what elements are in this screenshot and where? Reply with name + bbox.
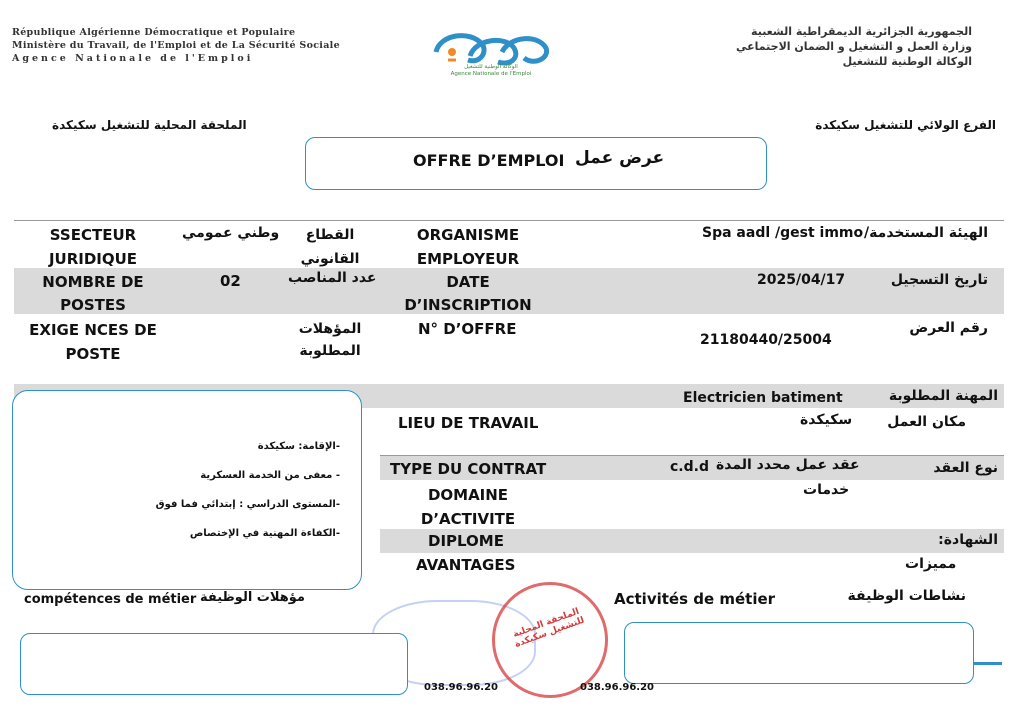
sector-label-ar-line1: القطاع [305,227,355,243]
inscription-label-fr-line1: DATE [446,273,490,291]
logo-caption-ar: الوكالة الوطنية للتشغيل [464,64,518,70]
contract-value: c.d.d [670,459,709,475]
benefits-label-fr: AVANTAGES [416,556,516,574]
contract-label-ar: نوع العقد [933,460,998,476]
requirements-label-ar-line1: المؤهلات [298,321,362,337]
domain-value: خدمات [803,482,850,498]
header-ar-line2: وزارة العمل و التشغيل و الضمان الاجتماعي [736,40,972,53]
requirements-label-fr-line1: EXIGE NCES DE [29,321,157,339]
employer-value: Spa aadl /gest immo [702,225,864,241]
header-fr-line1: République Algérienne Démocratique et Populaire [12,27,296,38]
diploma-label-ar: الشهادة: [938,532,998,548]
posts-label-ar: عدد المناصب [288,270,377,286]
employer-label-fr-line2: EMPLOYEUR [416,250,520,268]
header-fr-line3: Agence Nationale de l'Emploi [12,53,254,64]
header-ar-line3: الوكالة الوطنية للتشغيل [842,55,972,68]
domain-label-fr-line1: DOMAINE [427,486,509,504]
requirements-label-ar [290,318,370,362]
competences-label-ar: مؤهلات الوظيفة [200,590,305,605]
requirement-item: - معفى من الخدمة العسكرية [200,470,340,481]
competences-box [20,633,408,695]
activites-box [624,622,974,684]
location-value: سكيكدة [800,412,853,428]
sector-label-ar [290,223,370,271]
activites-label-ar: نشاطات الوظيفة [847,588,966,604]
accent-line [974,662,1002,665]
diploma-label-fr: DIPLOME [428,532,504,550]
offer-no-label-ar: رقم العرض [909,320,988,336]
domain-label-fr [398,483,538,531]
inscription-value: 2025/04/17 [757,272,846,288]
domain-label-fr-line2: D’ACTIVITE [420,510,516,528]
sector-label-fr [18,223,168,271]
requirements-label-fr-line2: POSTE [65,345,121,363]
requirement-item: -الكفاءة المهنية في الإختصاص [189,528,340,539]
location-label-ar: مكان العمل [887,414,966,430]
employer-label-fr-line1: ORGANISME [416,226,520,244]
local-branch-label: الملحقة المحلية للتشغيل سكيكدة [52,118,247,132]
header-french-block [12,26,340,65]
logo-caption [428,64,554,78]
sector-label-fr-line2: JURIDIQUE [48,250,138,268]
requirements-label-fr [18,318,168,366]
profession-value: Electricien batiment [683,390,843,406]
header-ar-line1: الجمهورية الجزائرية الديمقراطية الشعبية [751,25,972,38]
title-fr: OFFRE D’EMPLOI [413,151,565,170]
requirement-item: -المستوى الدراسي : إبتدائي فما فوق [155,499,340,510]
header-fr-line2: Ministère du Travail, de l'Emploi et de La Sécurité Sociale [12,40,340,51]
row-divider [14,220,1004,221]
activites-label-fr: Activités de métier [614,590,776,608]
offer-no-value: 21180440/25004 [700,332,832,348]
header-arabic-block [736,24,972,69]
employer-label-fr [398,223,538,271]
offer-no-label-fr: N° D’OFFRE [418,320,517,338]
competences-label-fr: compétences de métier [24,592,197,607]
contract-value-ar: عقد عمل محدد المدة [716,457,860,473]
requirements-list [150,432,340,548]
requirement-item: -الإقامة: سكيكدة [257,441,340,452]
employer-label-ar: الهيئة المستخدمة/ [864,225,988,241]
benefits-label-ar: مميزات [905,556,957,572]
sector-label-ar-line2: القانوني [300,251,360,267]
sector-value: وطني عمومي [182,225,280,241]
inscription-label-fr-line2: D’INSCRIPTION [404,296,532,314]
location-label-fr: LIEU DE TRAVAIL [398,414,539,432]
profession-label-ar: المهنة المطلوبة [888,388,998,404]
stamp-text: الملحقة المحلية للتشغيل سكيكدة [511,606,586,650]
posts-label-fr [18,271,168,317]
title-ar: عرض عمل [575,148,665,168]
regional-branch-label: الفرع الولائي للتشغيل سكيكدة [815,118,996,132]
inscription-label-fr [398,271,538,317]
sector-label-fr-line1: SSECTEUR [49,226,137,244]
phone-left: 038.96.96.20 [424,682,499,693]
posts-label-fr-line2: POSTES [60,296,126,314]
phone-right: 038.96.96.20 [580,682,655,693]
posts-value: 02 [220,272,241,290]
logo-caption-fr: Agence Nationale de l'Emploi [450,71,532,77]
posts-label-fr-line1: NOMBRE DE [42,273,144,291]
requirements-label-ar-line2: المطلوبة [299,343,361,359]
inscription-label-ar: تاريخ التسجيل [890,272,988,288]
contract-label-fr: TYPE DU CONTRAT [390,460,547,478]
